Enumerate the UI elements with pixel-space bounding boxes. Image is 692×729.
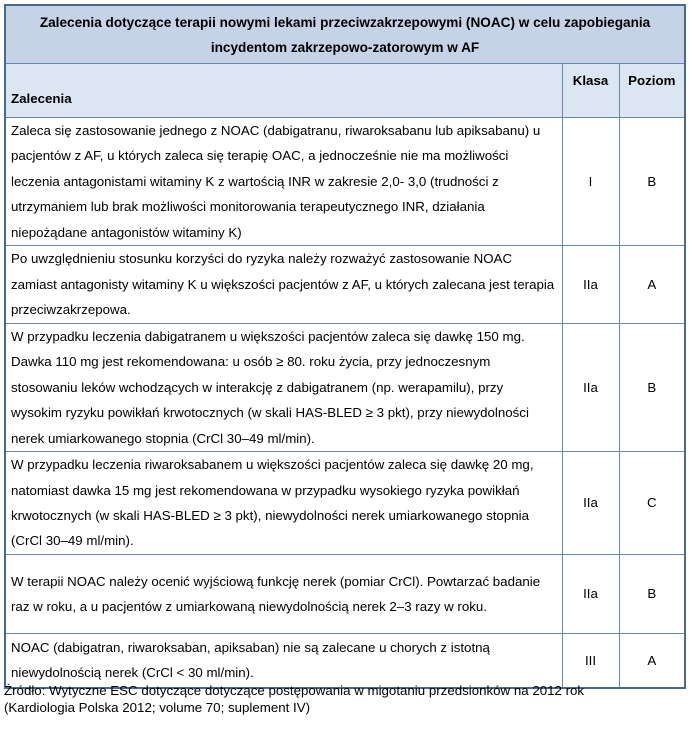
recommendation-text: W przypadku leczenia riwaroksabanem u większości pacjentów zaleca się dawkę 20 mg, natomiast dawka 15 mg jest rekomendowana w przypadku wysokiego ryzyka powikłań krwotocznych (w skali HAS-BLED ≥ 3 pkt), niewydolności nerek umiarkowanego stopnia (CrCl 30–49 ml/min).: [5, 452, 562, 555]
header-klasa: Klasa: [562, 64, 619, 118]
evidence-level: B: [619, 555, 685, 634]
recommendation-class: III: [562, 634, 619, 688]
recommendation-class: IIa: [562, 452, 619, 555]
recommendation-class: IIa: [562, 324, 619, 452]
recommendation-class: IIa: [562, 555, 619, 634]
evidence-level: B: [619, 324, 685, 452]
recommendation-text: W terapii NOAC należy ocenić wyjściową funkcję nerek (pomiar CrCl). Powtarzać badanie raz w roku, a u pacjentów z umiarkowaną niewydolnością nerek 2–3 razy w roku.: [5, 555, 562, 634]
evidence-level: B: [619, 118, 685, 246]
recommendation-text: Zaleca się zastosowanie jednego z NOAC (dabigatranu, riwaroksabanu lub apiksabanu) u pacjentów z AF, u których zaleca się terapię OAC, a jednocześnie nie ma możliwości leczenia antagonistami witaminy K z wartością INR w zakresie 2,0- 3,0 (trudności z utrzymaniem lub brak możliwości monitorowania terapeutycznego INR, działania niepożądane antagonistów witaminy K): [5, 118, 562, 246]
source-line-2: (Kardiologia Polska 2012; volume 70; suplement IV): [4, 700, 310, 715]
recommendation-text: NOAC (dabigatran, riwaroksaban, apiksaban) nie są zalecane u chorych z istotną niewydolnością nerek (CrCl < 30 ml/min).: [5, 634, 562, 688]
table-row: [5, 555, 685, 634]
evidence-level: A: [619, 246, 685, 324]
header-zalecenia: Zalecenia: [5, 64, 562, 118]
source-line-1: Źródło: Wytyczne ESC dotyczące dotyczące postępowania w migotaniu przedsionków na 2012 rok: [4, 683, 585, 698]
table-header-row: [5, 64, 685, 118]
table-row: [5, 324, 685, 452]
evidence-level: C: [619, 452, 685, 555]
recommendation-class: IIa: [562, 246, 619, 324]
recommendation-text: W przypadku leczenia dabigatranem u większości pacjentów zaleca się dawkę 150 mg. Dawka 110 mg jest rekomendowana: u osób ≥ 80. roku życia, przy jednoczesnym stosowaniu leków wchodzących w interakcję z dabigatranem (np. werapamilu), przy wysokim ryzyku powikłań krwotocznych (w skali HAS-BLED ≥ 3 pkt), przy niewydolności nerek umiarkowanego stopnia (CrCl 30–49 ml/min).: [5, 324, 562, 452]
source-citation: [4, 682, 688, 716]
table-title: Zalecenia dotyczące terapii nowymi lekami przeciwzakrzepowymi (NOAC) w celu zapobiegania incydentom zakrzepowo-zatorowym w AF: [5, 5, 685, 64]
table-title-row: [5, 5, 685, 64]
table-row: [5, 118, 685, 246]
table-row: [5, 634, 685, 688]
header-poziom: Poziom: [619, 64, 685, 118]
recommendations-table: [4, 4, 686, 689]
recommendations-table-container: [4, 4, 684, 689]
recommendation-class: I: [562, 118, 619, 246]
recommendation-text: Po uwzględnieniu stosunku korzyści do ryzyka należy rozważyć zastosowanie NOAC zamiast antagonisty witaminy K u większości pacjentów z AF, u których zalecana jest terapia przeciwzakrzepowa.: [5, 246, 562, 324]
evidence-level: A: [619, 634, 685, 688]
table-row: [5, 246, 685, 324]
table-row: [5, 452, 685, 555]
